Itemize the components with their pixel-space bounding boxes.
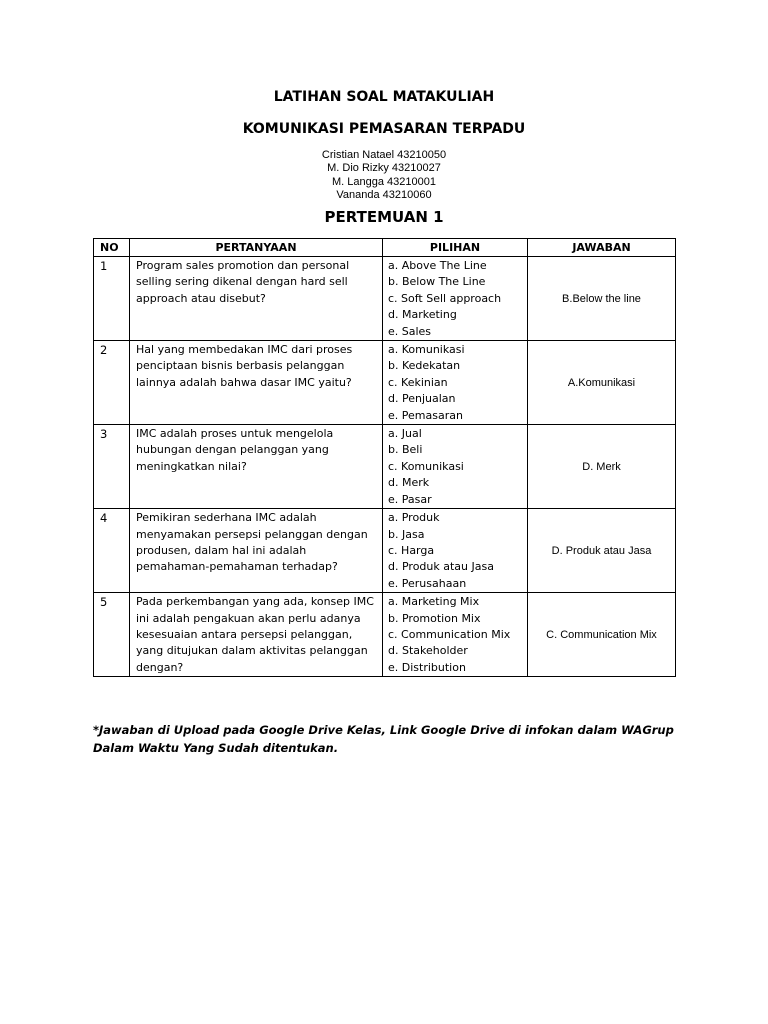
document-title: LATIHAN SOAL MATAKULIAH bbox=[273, 89, 495, 105]
option-item: b. Jasa bbox=[388, 527, 425, 541]
option-item: c. Kekinian bbox=[388, 375, 448, 389]
option-item: b. Kedekatan bbox=[388, 359, 461, 373]
row-number: 3 bbox=[94, 425, 130, 509]
option-item: d. Penjualan bbox=[388, 392, 456, 406]
row-number: 1 bbox=[94, 257, 130, 341]
option-item: c. Communication Mix bbox=[388, 627, 511, 641]
table-row bbox=[94, 257, 676, 341]
option-list bbox=[383, 509, 528, 593]
option-item: d. Produk atau Jasa bbox=[388, 560, 494, 574]
row-number: 5 bbox=[94, 593, 130, 677]
table-row bbox=[94, 509, 676, 593]
option-item: e. Pemasaran bbox=[388, 408, 463, 422]
question-table bbox=[93, 238, 676, 677]
option-item: a. Marketing Mix bbox=[388, 595, 480, 609]
option-list bbox=[383, 425, 528, 509]
option-item: a. Above The Line bbox=[388, 259, 487, 272]
option-list bbox=[383, 257, 528, 341]
table-row bbox=[94, 341, 676, 425]
question-text: Pemikiran sederhana IMC adalah menyamakan persepsi pelanggan dengan produsen, dalam hal ini adalah pemahaman-pemahaman terhadap? bbox=[130, 509, 383, 593]
option-item: d. Stakeholder bbox=[388, 644, 468, 658]
answer-text: D. Merk bbox=[528, 425, 676, 509]
row-number: 4 bbox=[94, 509, 130, 593]
table-row bbox=[94, 425, 676, 509]
option-item: e. Pasar bbox=[388, 492, 432, 506]
author-list bbox=[0, 149, 768, 202]
option-item: c. Harga bbox=[388, 543, 435, 557]
option-item: c. Soft Sell approach bbox=[388, 291, 502, 305]
option-item: e. Distribution bbox=[388, 660, 466, 674]
author-name: Cristian Natael 43210050 bbox=[321, 149, 447, 161]
option-item: a. Jual bbox=[388, 427, 422, 441]
option-item: d. Merk bbox=[388, 476, 430, 490]
option-list bbox=[383, 593, 528, 677]
question-text: Hal yang membedakan IMC dari proses penciptaan bisnis berbasis pelanggan lainnya adalah bahwa dasar IMC yaitu? bbox=[130, 341, 383, 425]
document-subtitle: KOMUNIKASI PEMASARAN TERPADU bbox=[242, 121, 526, 137]
author-name: M. Dio Rizky 43210027 bbox=[327, 162, 441, 175]
option-item: b. Promotion Mix bbox=[388, 611, 481, 625]
question-text: Program sales promotion dan personal selling sering dikenal dengan hard sell approach atau disebut? bbox=[130, 257, 383, 341]
table-row bbox=[94, 593, 676, 677]
option-list bbox=[383, 341, 528, 425]
option-item: e. Sales bbox=[388, 324, 432, 338]
author-name: Vananda 43210060 bbox=[336, 188, 432, 201]
option-item: a. Komunikasi bbox=[388, 343, 465, 357]
option-item: c. Komunikasi bbox=[388, 459, 464, 473]
question-text: Pada perkembangan yang ada, konsep IMC ini adalah pengakuan akan perlu adanya kesesuaian antara persepsi pelanggan, yang ditujukan dalam aktivitas pelanggan dengan? bbox=[130, 593, 383, 677]
option-item: a. Produk bbox=[388, 511, 440, 525]
table-header-row bbox=[94, 239, 676, 257]
answer-text: B.Below the line bbox=[528, 257, 676, 341]
option-item: e. Perusahaan bbox=[388, 576, 467, 590]
question-text: IMC adalah proses untuk mengelola hubungan dengan pelanggan yang meningkatkan nilai? bbox=[130, 425, 383, 509]
header-question: PERTANYAAN bbox=[130, 239, 383, 257]
session-heading: PERTEMUAN 1 bbox=[324, 208, 444, 226]
author-name: M. Langga 43210001 bbox=[332, 175, 436, 188]
submission-note: *Jawaban di Upload pada Google Drive Kelas, Link Google Drive di infokan dalam WAGrup Dalam Waktu Yang Sudah ditentukan. bbox=[93, 723, 674, 755]
header-answer: JAWABAN bbox=[528, 239, 676, 257]
row-number: 2 bbox=[94, 341, 130, 425]
answer-text: D. Produk atau Jasa bbox=[528, 509, 676, 593]
option-item: b. Beli bbox=[388, 443, 423, 457]
option-item: b. Below The Line bbox=[388, 275, 486, 289]
answer-text: C. Communication Mix bbox=[528, 593, 676, 677]
header-options: PILIHAN bbox=[383, 239, 528, 257]
header-no: NO bbox=[94, 239, 130, 257]
answer-text: A.Komunikasi bbox=[528, 341, 676, 425]
option-item: d. Marketing bbox=[388, 308, 457, 322]
